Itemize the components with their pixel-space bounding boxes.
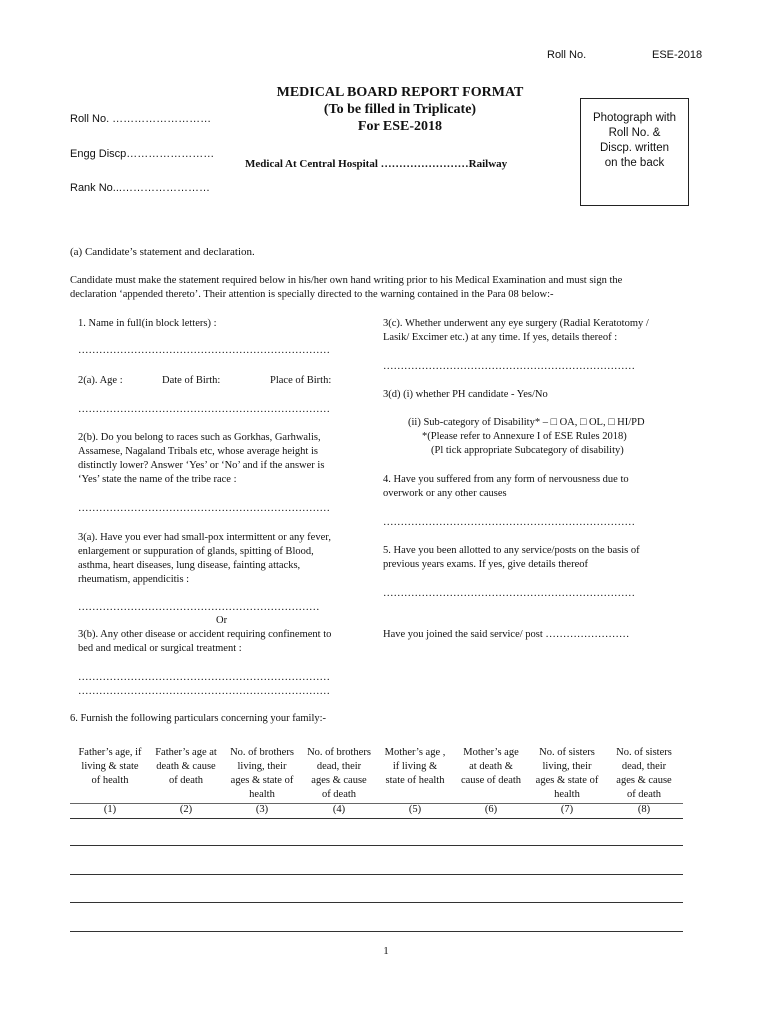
roll-field[interactable]: Roll No. ……………………… xyxy=(70,113,212,125)
family-col-3-number: (3) xyxy=(255,804,269,815)
q3b-line-2: bed and medical or surgical treatment : xyxy=(78,643,242,654)
family-col-6-header: Mother’s age at death & cause of death xyxy=(460,747,522,786)
photo-line-4: on the back xyxy=(604,157,665,169)
q5-line-2: previous years exams. If yes, give details thereof xyxy=(383,559,588,570)
q2b-line-4: ‘Yes’ state the name of the tribe race : xyxy=(78,474,237,485)
family-col-2-number: (2) xyxy=(179,804,193,815)
family-col-8-number: (8) xyxy=(637,804,651,815)
family-col-4-header: No. of brothers dead, their ages & cause of death xyxy=(307,747,371,800)
q2a-answer-line[interactable]: ……………………………………………………………… xyxy=(78,404,330,415)
title-line-3: For ESE-2018 xyxy=(357,119,443,134)
photo-line-3: Discp. written xyxy=(599,142,670,154)
family-col-1-number: (1) xyxy=(103,804,117,815)
q3a-line-4: rheumatism, appendicitis : xyxy=(78,574,190,585)
q3b-line-1: 3(b). Any other disease or accident requiring confinement to xyxy=(78,629,332,640)
title-line-2: (To be filled in Triplicate) xyxy=(323,102,477,117)
hospital-field[interactable]: Medical At Central Hospital ……………………Railway xyxy=(245,158,508,170)
q3b-answer-line-1[interactable]: ……………………………………………………………… xyxy=(78,672,330,683)
table-row-rule[interactable] xyxy=(70,845,683,846)
family-col-1-header: Father’s age, if living & state of health xyxy=(78,747,142,786)
q3d-ph-candidate: 3(d) (i) whether PH candidate - Yes/No xyxy=(383,389,548,400)
q1-answer-line[interactable]: ……………………………………………………………… xyxy=(78,345,330,356)
q2b-line-1: 2(b). Do you belong to races such as Gorkhas, Garhwalis, xyxy=(78,432,321,443)
exam-label: ESE-2018 xyxy=(652,49,703,61)
q4-answer-line[interactable]: ……………………………………………………………… xyxy=(383,517,635,528)
family-col-8-header: No. of sisters dead, their ages & cause of death xyxy=(616,747,672,800)
table-row-rule xyxy=(70,818,683,819)
family-col-3-header: No. of brothers living, their ages & state of health xyxy=(230,747,294,800)
q2b-answer-line[interactable]: ……………………………………………………………… xyxy=(78,503,330,514)
photo-line-2: Roll No. & xyxy=(608,127,661,139)
table-row-rule[interactable] xyxy=(70,902,683,903)
q3c-answer-line[interactable]: ……………………………………………………………… xyxy=(383,361,635,372)
photograph-box xyxy=(580,98,689,206)
photo-line-1: Photograph with xyxy=(592,112,677,124)
intro-line-1: Candidate must make the statement required below in his/her own hand writing prior to his Medical Examination and must sign the xyxy=(70,275,623,286)
family-col-7-number: (7) xyxy=(560,804,574,815)
q3d-subcategory[interactable]: (ii) Sub-category of Disability* – □ OA, □ OL, □ HI/PD xyxy=(408,417,645,428)
q2b-line-3: distinctly lower? Answer ‘Yes’ or ‘No’ and if the answer is xyxy=(78,460,325,471)
rank-field[interactable]: Rank No...…………………… xyxy=(70,182,210,194)
family-col-2-header: Father’s age at death & cause of death xyxy=(155,747,217,786)
table-row-rule[interactable] xyxy=(70,874,683,875)
photograph-instructions xyxy=(581,111,688,171)
or-label: Or xyxy=(216,615,228,626)
q5-line-1: 5. Have you been allotted to any service/posts on the basis of xyxy=(383,545,640,556)
q3c-line-1: 3(c). Whether underwent any eye surgery (Radial Keratotomy / xyxy=(383,318,649,329)
q1-name-label: 1. Name in full(in block letters) : xyxy=(78,318,217,329)
family-col-5-number: (5) xyxy=(408,804,422,815)
title-line-1: MEDICAL BOARD REPORT FORMAT xyxy=(276,85,524,100)
document-title xyxy=(230,84,570,135)
q3b-answer-line-2[interactable]: ……………………………………………………………… xyxy=(78,686,330,697)
q3d-annexure-note: *(Please refer to Annexure I of ESE Rules 2018) xyxy=(422,431,627,442)
family-col-5-header: Mother’s age , if living & state of health xyxy=(384,747,446,786)
section-a-heading: (a) Candidate’s statement and declaration. xyxy=(70,246,255,258)
q3a-line-3: asthma, heart diseases, lung disease, fainting attacks, xyxy=(78,560,301,571)
q2a-pob-label: Place of Birth: xyxy=(270,375,332,386)
q4-line-1: 4. Have you suffered from any form of nervousness due to xyxy=(383,474,629,485)
q3a-answer-line[interactable]: …………………………………………………………… xyxy=(78,602,320,613)
family-col-6-number: (6) xyxy=(484,804,498,815)
q3a-line-2: enlargement or suppuration of glands, spitting of Blood, xyxy=(78,546,314,557)
top-roll-label: Roll No. xyxy=(547,49,587,61)
page-number: 1 xyxy=(383,945,389,957)
q6-family-heading: 6. Furnish the following particulars concerning your family:- xyxy=(70,713,327,724)
q3a-line-1: 3(a). Have you ever had small-pox intermittent or any fever, xyxy=(78,532,331,543)
engg-discipline-field[interactable]: Engg Discp…………………… xyxy=(70,148,215,160)
q3c-line-2: Lasik/ Excimer etc.) at any time. If yes, details thereof : xyxy=(383,332,618,343)
table-row-rule[interactable] xyxy=(70,931,683,932)
q2a-age-label: 2(a). Age : xyxy=(78,375,123,386)
intro-line-2: declaration ‘appended thereto’. Their attention is specially directed to the warning contained in the Para 08 below:- xyxy=(70,289,554,300)
q2a-dob-label: Date of Birth: xyxy=(162,375,221,386)
q5-answer-line[interactable]: ……………………………………………………………… xyxy=(383,588,635,599)
family-col-7-header: No. of sisters living, their ages & state of health xyxy=(535,747,599,800)
q2b-line-2: Assamese, Nagaland Tribals etc, whose average height is xyxy=(78,446,318,457)
q3d-tick-note: (Pl tick appropriate Subcategory of disability) xyxy=(431,445,624,456)
joined-service-field[interactable]: Have you joined the said service/ post …………………… xyxy=(383,629,630,640)
family-col-4-number: (4) xyxy=(332,804,346,815)
q4-line-2: overwork or any other causes xyxy=(383,488,507,499)
